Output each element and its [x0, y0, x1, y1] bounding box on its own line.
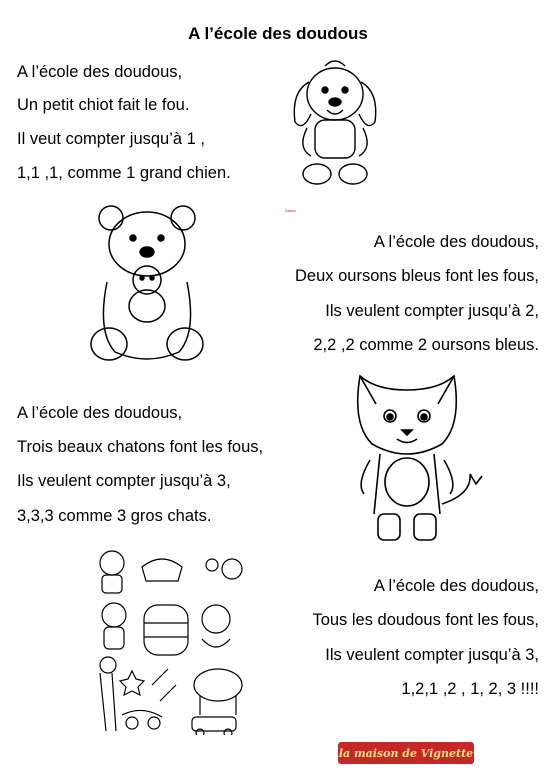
puppy-illustration	[285, 52, 385, 194]
stanza4-line1: A l’école des doudous,	[373, 577, 539, 595]
image-credit: Dalloz	[285, 208, 297, 213]
stanza1-line4: 1,1 ,1, comme 1 grand chien.	[17, 164, 231, 182]
stanza1-line3: Il veut compter jusqu’à 1 ,	[17, 130, 206, 148]
page-title: A l’école des doudous	[188, 24, 368, 43]
vignette-logo	[338, 740, 474, 768]
stanza4-line3: Ils veulent compter jusqu’à 3,	[325, 646, 539, 664]
stanza3-line2: Trois beaux chatons font les fous,	[17, 438, 264, 456]
stanza3-line4: 3,3,3 comme 3 gros chats.	[17, 507, 212, 525]
stanza2-line4: 2,2 ,2 comme 2 oursons bleus.	[313, 336, 539, 354]
toys-collage-illustration	[92, 545, 252, 735]
stanza2-line3: Ils veulent compter jusqu’à 2,	[325, 302, 539, 320]
stanza1-line1: A l’école des doudous,	[17, 63, 183, 81]
logo-text: la maison de Vignette	[338, 747, 474, 760]
stanza4-line2: Tous les doudous font les fous,	[312, 611, 539, 629]
stanza3-line3: Ils veulent compter jusqu’à 3,	[17, 472, 231, 490]
cat-illustration	[342, 364, 492, 549]
stanza1-line2: Un petit chiot fait le fou.	[17, 96, 190, 114]
teddy-bear-illustration	[87, 202, 207, 370]
stanza2-line2: Deux oursons bleus font les fous,	[295, 267, 539, 285]
stanza3-line1: A l’école des doudous,	[17, 404, 183, 422]
stanza2-line1: A l’école des doudous,	[373, 233, 539, 251]
stanza4-line4: 1,2,1 ,2 , 1, 2, 3 !!!!	[401, 680, 539, 698]
